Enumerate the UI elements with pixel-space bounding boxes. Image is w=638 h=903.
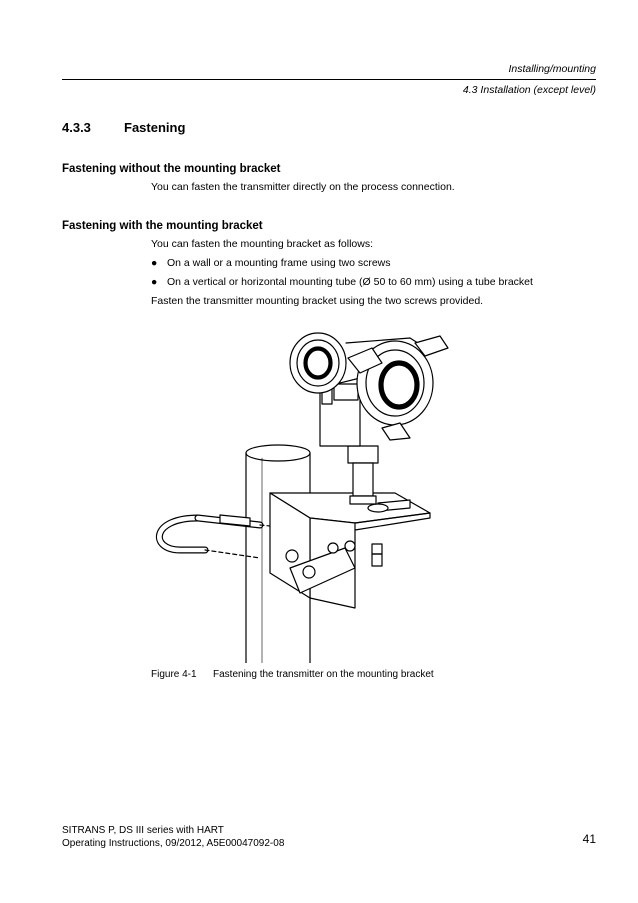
subheading-without-bracket: Fastening without the mounting bracket — [62, 163, 281, 175]
section-title: Fastening — [124, 120, 186, 135]
paragraph-without-bracket: You can fasten the transmitter directly on the process connection. — [151, 181, 455, 193]
header-section: 4.3 Installation (except level) — [462, 84, 596, 96]
header-rule — [62, 79, 596, 80]
transmitter-neck-drawing — [348, 446, 378, 504]
figure-number: Figure 4-1 — [151, 669, 197, 680]
section-number: 4.3.3 — [62, 120, 91, 135]
paragraph-with-bracket-closing: Fasten the transmitter mounting bracket using the two screws provided. — [151, 295, 484, 307]
header-chapter: Installing/mounting — [508, 63, 596, 75]
mounting-bracket-drawing — [270, 493, 430, 608]
bullet-icon: ● — [151, 276, 158, 288]
figure-illustration — [110, 318, 530, 663]
bullet-text: On a wall or a mounting frame using two screws — [167, 257, 391, 269]
bullet-icon: ● — [151, 257, 158, 269]
footer-document-info: Operating Instructions, 09/2012, A5E00047092-08 — [62, 838, 285, 849]
footer-product: SITRANS P, DS III series with HART — [62, 825, 224, 836]
bullet-text: On a vertical or horizontal mounting tube (Ø 50 to 60 mm) using a tube bracket — [167, 276, 533, 288]
transmitter-housing-drawing — [290, 333, 448, 446]
figure-caption: Fastening the transmitter on the mounting bracket — [213, 669, 434, 680]
paragraph-with-bracket-intro: You can fasten the mounting bracket as follows: — [151, 238, 373, 250]
bullet-item — [151, 276, 533, 288]
page-number: 41 — [582, 832, 596, 846]
bullet-item — [151, 257, 391, 269]
subheading-with-bracket: Fastening with the mounting bracket — [62, 220, 263, 232]
